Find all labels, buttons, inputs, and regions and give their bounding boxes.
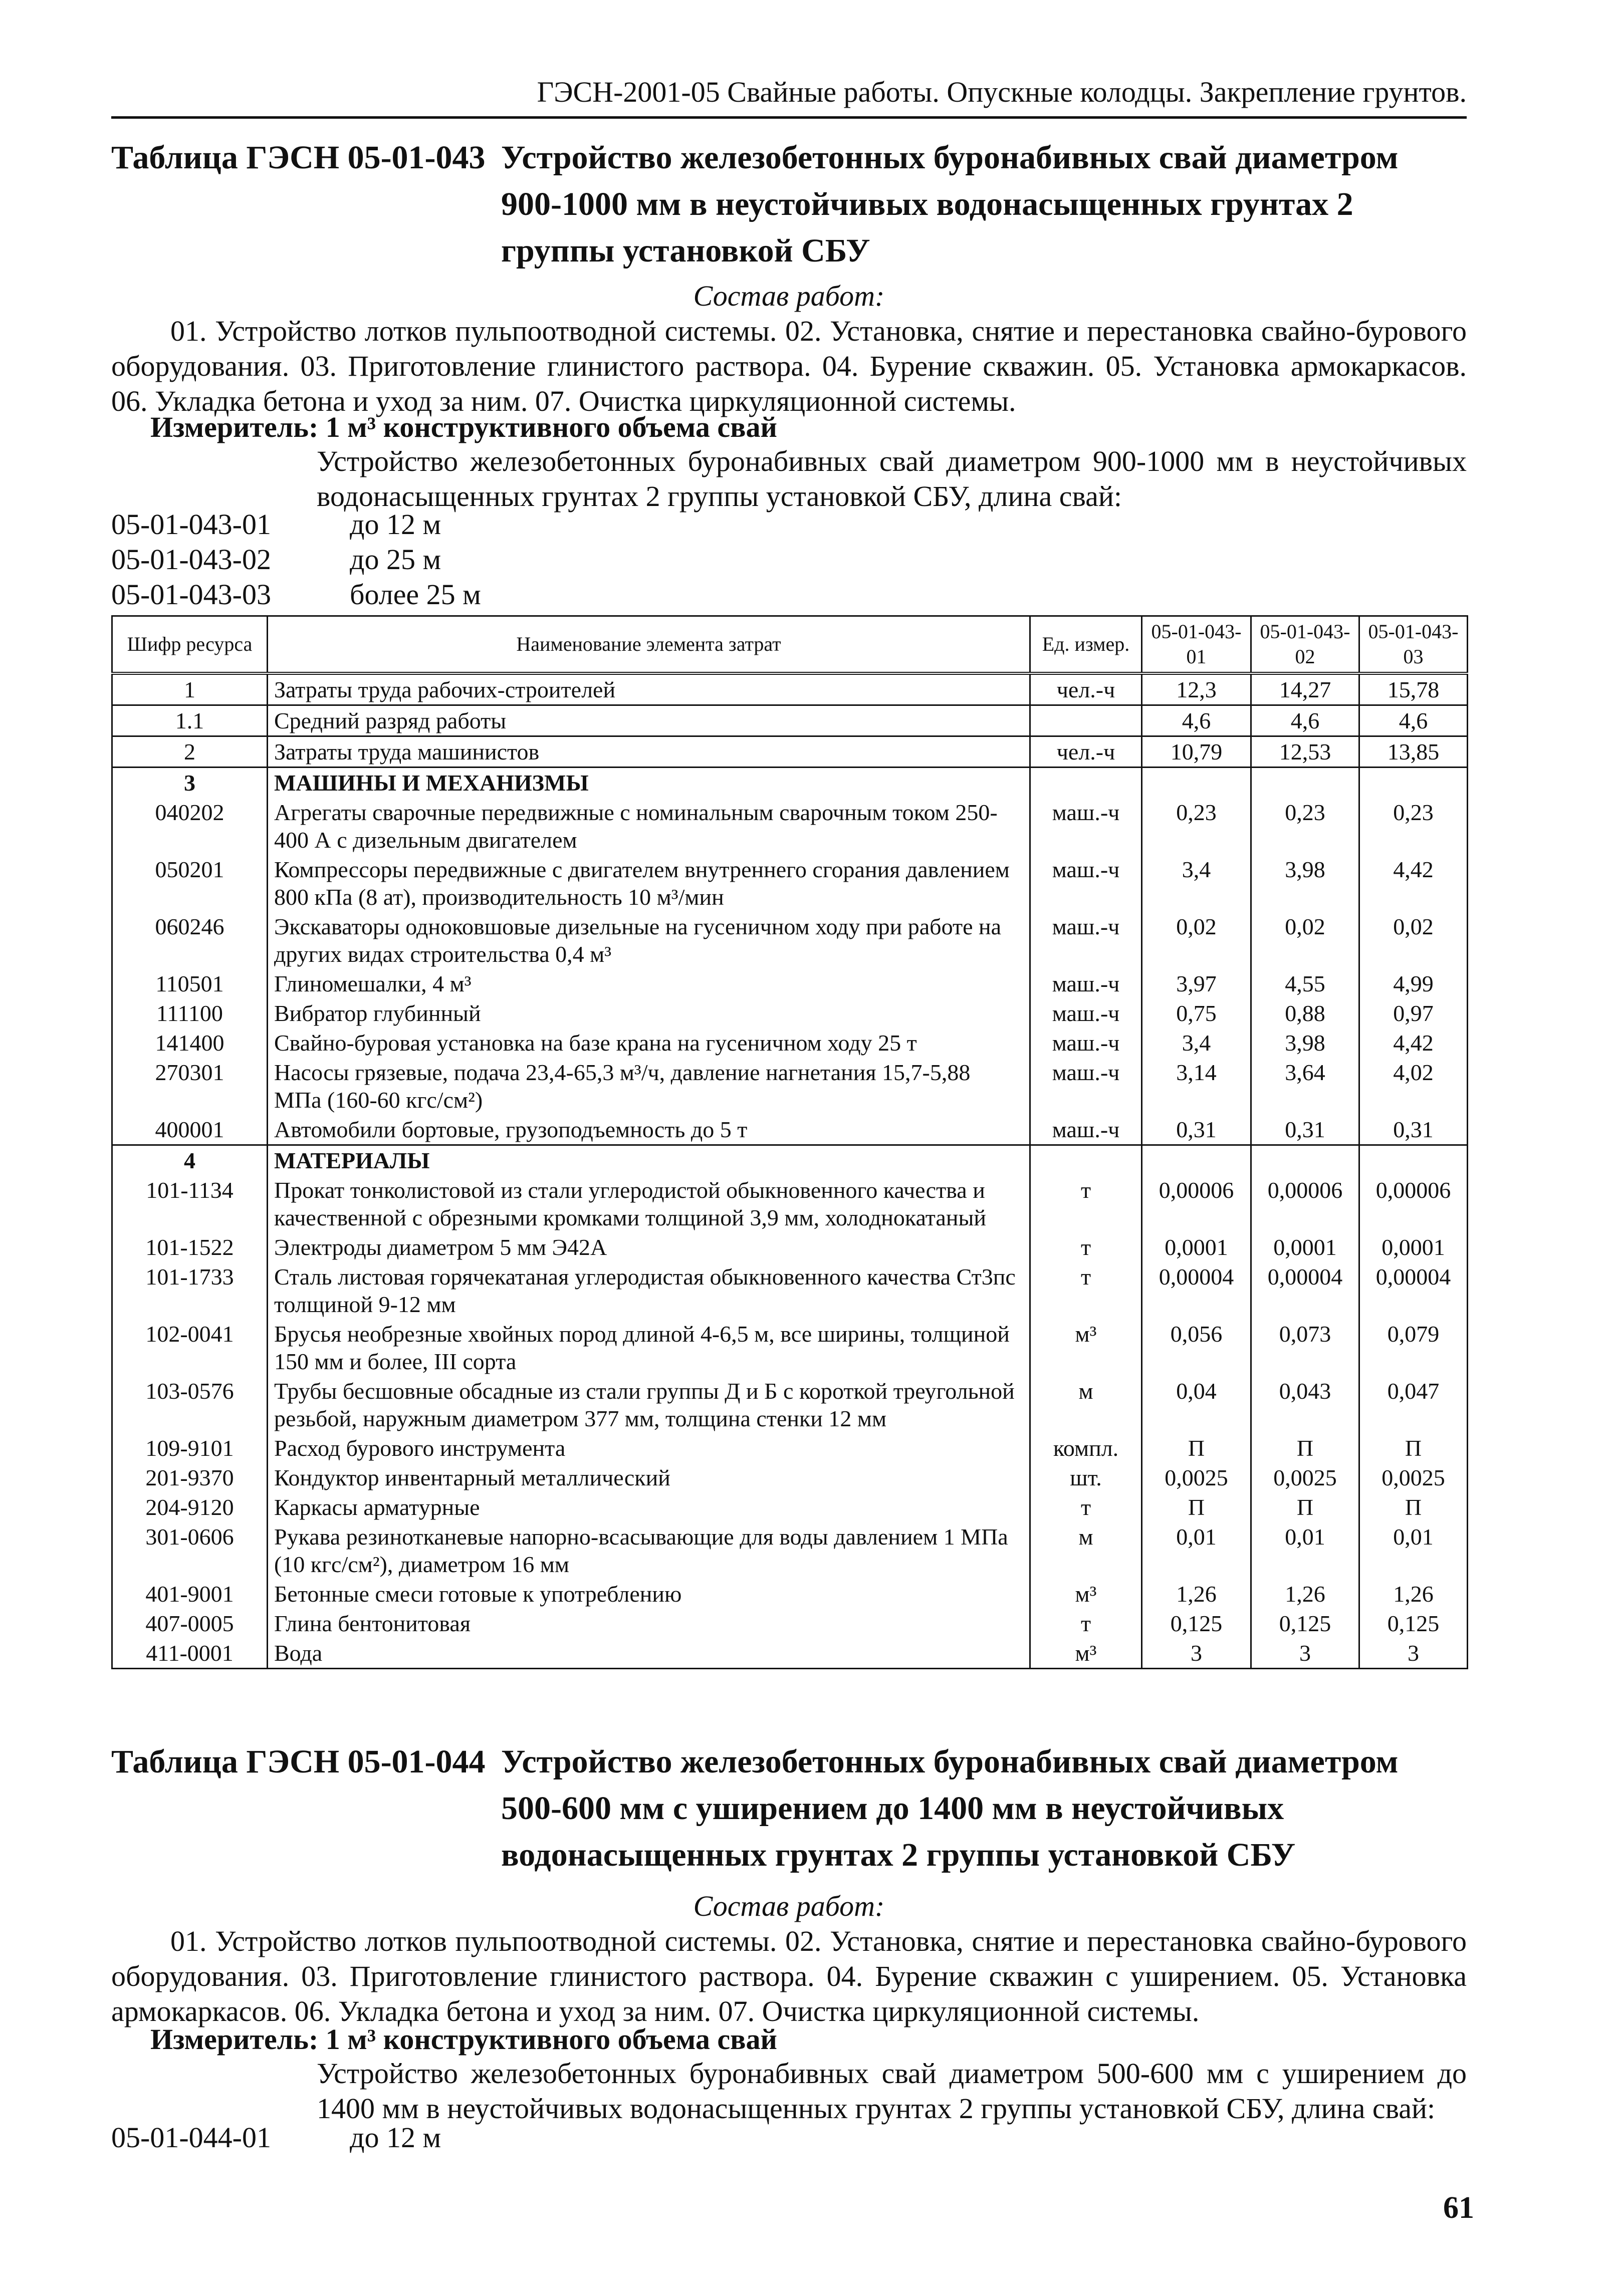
table-row xyxy=(112,1609,1468,1638)
table-row xyxy=(112,705,1468,736)
table-row xyxy=(112,736,1468,768)
cell-code: 102-0041 xyxy=(112,1319,268,1376)
resources-table-body xyxy=(112,673,1468,1669)
cell-value-2: 0,00004 xyxy=(1251,1262,1359,1319)
cell-value-2: 0,02 xyxy=(1251,912,1359,969)
cell-value-2: 0,23 xyxy=(1251,798,1359,855)
cell-value-3: 0,23 xyxy=(1359,798,1468,855)
cell-value-3: 0,125 xyxy=(1359,1609,1468,1638)
cell-value-3: 0,00006 xyxy=(1359,1175,1468,1232)
table1-label: Таблица ГЭСН 05-01-043 xyxy=(111,139,486,176)
cell-value-2: П xyxy=(1251,1492,1359,1522)
cell-value-2 xyxy=(1251,1145,1359,1176)
variant-value: до 12 м xyxy=(350,2121,441,2154)
cell-code: 103-0576 xyxy=(112,1376,268,1433)
table-row xyxy=(112,768,1468,798)
cell-value-1: 0,04 xyxy=(1142,1376,1251,1433)
cell-code: 3 xyxy=(112,768,268,798)
table-row xyxy=(112,1492,1468,1522)
table1-measure-value: 1 м³ конструктивного объема свай xyxy=(325,411,777,443)
cell-unit: т xyxy=(1030,1262,1142,1319)
variant-value: более 25 м xyxy=(350,578,481,611)
table1-title: Устройство железобетонных буронабивных свай диаметром 900-1000 мм в неустойчивых водонасыщенных грунтах 2 группы установкой СБУ xyxy=(501,139,1399,269)
cell-unit: т xyxy=(1030,1232,1142,1262)
cell-value-3: 0,0025 xyxy=(1359,1463,1468,1492)
cell-value-2: 0,125 xyxy=(1251,1609,1359,1638)
cell-value-1: 1,26 xyxy=(1142,1579,1251,1609)
cell-value-2: 0,0001 xyxy=(1251,1232,1359,1262)
table-row xyxy=(112,1638,1468,1669)
cell-value-2: 0,043 xyxy=(1251,1376,1359,1433)
table-row xyxy=(112,998,1468,1028)
cell-code: 109-9101 xyxy=(112,1433,268,1463)
table-row xyxy=(112,1376,1468,1433)
cell-code: 101-1522 xyxy=(112,1232,268,1262)
cell-unit: чел.-ч xyxy=(1030,673,1142,705)
cell-unit: маш.-ч xyxy=(1030,969,1142,998)
cell-value-1: 0,125 xyxy=(1142,1609,1251,1638)
cell-name: Бетонные смеси готовые к употреблению xyxy=(268,1579,1030,1609)
cell-unit: маш.-ч xyxy=(1030,798,1142,855)
cell-name: Брусья необрезные хвойных пород длиной 4-6,5 м, все ширины, толщиной 150 мм и более, III сорта xyxy=(268,1319,1030,1376)
cell-value-3: П xyxy=(1359,1433,1468,1463)
cell-value-2: 0,31 xyxy=(1251,1115,1359,1145)
cell-name: Рукава резинотканевые напорно-всасывающие для воды давлением 1 МПа (10 кгс/см²), диаметром 16 мм xyxy=(268,1522,1030,1579)
cell-unit: м xyxy=(1030,1376,1142,1433)
cell-name: Прокат тонколистовой из стали углеродистой обыкновенного качества и качественной с обрезными кромками толщиной 3,9 мм, холоднокатаный xyxy=(268,1175,1030,1232)
cell-value-3: П xyxy=(1359,1492,1468,1522)
cell-name: Трубы бесшовные обсадные из стали группы Д и Б с короткой треугольной резьбой, наружным диаметром 377 мм, толщина стенки 12 мм xyxy=(268,1376,1030,1433)
table-row xyxy=(112,1232,1468,1262)
table1-variant xyxy=(111,542,612,577)
table1-description: Устройство железобетонных буронабивных свай диаметром 900-1000 мм в неустойчивых водонасыщенных грунтах 2 группы установкой СБУ, длина свай: xyxy=(317,445,1467,513)
cell-code: 060246 xyxy=(112,912,268,969)
table-row xyxy=(112,855,1468,912)
cell-code: 411-0001 xyxy=(112,1638,268,1669)
table-row xyxy=(112,1262,1468,1319)
cell-value-1: 0,056 xyxy=(1142,1319,1251,1376)
cell-value-1: 0,00006 xyxy=(1142,1175,1251,1232)
cell-value-1: 4,6 xyxy=(1142,705,1251,736)
cell-name: Компрессоры передвижные с двигателем внутреннего сгорания давлением 800 кПа (8 ат), производительность 10 м³/мин xyxy=(268,855,1030,912)
cell-value-1: 3 xyxy=(1142,1638,1251,1669)
cell-unit: шт. xyxy=(1030,1463,1142,1492)
cell-unit: маш.-ч xyxy=(1030,1115,1142,1145)
variant-code: 05-01-043-01 xyxy=(111,508,271,541)
cell-name: Глиномешалки, 4 м³ xyxy=(268,969,1030,998)
cell-name: Затраты труда машинистов xyxy=(268,736,1030,768)
cell-unit: маш.-ч xyxy=(1030,855,1142,912)
col-name-header: Наименование элемента затрат xyxy=(268,616,1030,674)
cell-value-2: 4,55 xyxy=(1251,969,1359,998)
cell-name: Насосы грязевые, подача 23,4-65,3 м³/ч, давление нагнетания 15,7-5,88 МПа (160-60 кгс/см²) xyxy=(268,1058,1030,1115)
cell-unit: м³ xyxy=(1030,1579,1142,1609)
variant-code: 05-01-043-02 xyxy=(111,543,271,576)
cell-value-1 xyxy=(1142,768,1251,798)
table1-works-heading: Состав работ: xyxy=(693,280,885,312)
cell-code: 050201 xyxy=(112,855,268,912)
cell-unit: т xyxy=(1030,1492,1142,1522)
table2-heading xyxy=(111,1738,1467,1879)
cell-value-1: 3,97 xyxy=(1142,969,1251,998)
cell-unit: м³ xyxy=(1030,1638,1142,1669)
cell-code: 1 xyxy=(112,673,268,705)
table2-variant xyxy=(111,2120,612,2155)
variant-code: 05-01-043-03 xyxy=(111,578,271,611)
cell-value-2: П xyxy=(1251,1433,1359,1463)
cell-name: Кондуктор инвентарный металлический xyxy=(268,1463,1030,1492)
table-row xyxy=(112,1145,1468,1176)
cell-code: 040202 xyxy=(112,798,268,855)
cell-unit: маш.-ч xyxy=(1030,912,1142,969)
cell-code: 407-0005 xyxy=(112,1609,268,1638)
page-number: 61 xyxy=(1443,2191,1474,2225)
cell-value-3: 0,0001 xyxy=(1359,1232,1468,1262)
variant-value: до 25 м xyxy=(350,543,441,576)
table-header-row xyxy=(112,616,1468,674)
cell-value-1: П xyxy=(1142,1492,1251,1522)
col-v3-header: 05-01-043-03 xyxy=(1359,616,1468,674)
cell-unit: маш.-ч xyxy=(1030,1058,1142,1115)
cell-unit: маш.-ч xyxy=(1030,1028,1142,1058)
table2-works-text: 01. Устройство лотков пульпоотводной системы. 02. Установка, снятие и перестановка свайно-бурового оборудования. 03. Приготовление глинистого раствора. 04. Бурение скважин с уширением. 05. Установка армокаркасов. 06. Укладка бетона и уход за ним. 07. Очистка циркуляционной системы. xyxy=(111,1925,1467,2027)
cell-value-2: 3 xyxy=(1251,1638,1359,1669)
cell-code: 204-9120 xyxy=(112,1492,268,1522)
cell-value-1: 12,3 xyxy=(1142,673,1251,705)
cell-name: Средний разряд работы xyxy=(268,705,1030,736)
cell-code: 400001 xyxy=(112,1115,268,1145)
cell-value-1: 0,02 xyxy=(1142,912,1251,969)
table2-label: Таблица ГЭСН 05-01-044 xyxy=(111,1743,486,1780)
cell-name: Каркасы арматурные xyxy=(268,1492,1030,1522)
cell-code: 1.1 xyxy=(112,705,268,736)
cell-value-1: 3,4 xyxy=(1142,855,1251,912)
cell-value-2: 0,073 xyxy=(1251,1319,1359,1376)
cell-value-3: 0,00004 xyxy=(1359,1262,1468,1319)
cell-value-2: 3,64 xyxy=(1251,1058,1359,1115)
cell-value-3: 13,85 xyxy=(1359,736,1468,768)
table-row xyxy=(112,798,1468,855)
table-row xyxy=(112,1175,1468,1232)
cell-value-2 xyxy=(1251,768,1359,798)
cell-unit: т xyxy=(1030,1175,1142,1232)
cell-code: 201-9370 xyxy=(112,1463,268,1492)
cell-value-3: 4,42 xyxy=(1359,1028,1468,1058)
table1-measure xyxy=(150,410,777,445)
cell-value-1: 0,75 xyxy=(1142,998,1251,1028)
running-title: ГЭСН-2001-05 Свайные работы. Опускные колодцы. Закрепление грунтов. xyxy=(537,76,1467,108)
cell-value-3: 0,079 xyxy=(1359,1319,1468,1376)
table2-measure-value: 1 м³ конструктивного объема свай xyxy=(325,2023,777,2056)
col-v1-header: 05-01-043-01 xyxy=(1142,616,1251,674)
table1-works-text: 01. Устройство лотков пульпоотводной системы. 02. Установка, снятие и перестановка свайно-бурового оборудования. 03. Приготовление глинистого раствора. 04. Бурение скважин. 05. Установка армокаркасов. 06. Укладка бетона и уход за ним. 07. Очистка циркуляционной системы. xyxy=(111,315,1467,417)
cell-value-2: 4,6 xyxy=(1251,705,1359,736)
cell-code: 101-1733 xyxy=(112,1262,268,1319)
cell-unit xyxy=(1030,705,1142,736)
cell-value-3: 1,26 xyxy=(1359,1579,1468,1609)
table1-heading xyxy=(111,134,1467,275)
cell-value-2: 12,53 xyxy=(1251,736,1359,768)
cell-value-3: 0,31 xyxy=(1359,1115,1468,1145)
cell-value-3: 4,42 xyxy=(1359,855,1468,912)
cell-name: Автомобили бортовые, грузоподъемность до 5 т xyxy=(268,1115,1030,1145)
resources-table xyxy=(111,615,1468,1669)
cell-name: Экскаваторы одноковшовые дизельные на гусеничном ходу при работе на других видах строительства 0,4 м³ xyxy=(268,912,1030,969)
cell-name: Вода xyxy=(268,1638,1030,1669)
cell-unit xyxy=(1030,1145,1142,1176)
cell-value-1: 0,31 xyxy=(1142,1115,1251,1145)
cell-unit xyxy=(1030,768,1142,798)
cell-name: Глина бентонитовая xyxy=(268,1609,1030,1638)
table-row xyxy=(112,912,1468,969)
cell-value-3 xyxy=(1359,768,1468,798)
cell-name: МАШИНЫ И МЕХАНИЗМЫ xyxy=(268,768,1030,798)
table1-measure-label: Измеритель: xyxy=(150,411,319,443)
table-row xyxy=(112,1579,1468,1609)
cell-value-2: 0,01 xyxy=(1251,1522,1359,1579)
table-row xyxy=(112,1115,1468,1145)
table2-title: Устройство железобетонных буронабивных свай диаметром 500-600 мм с уширением до 1400 мм в неустойчивых водонасыщенных грунтах 2 группы установкой СБУ xyxy=(501,1743,1399,1873)
cell-name: Затраты труда рабочих-строителей xyxy=(268,673,1030,705)
variant-code: 05-01-044-01 xyxy=(111,2121,271,2154)
table2-measure xyxy=(150,2022,777,2057)
table-row xyxy=(112,673,1468,705)
cell-value-3 xyxy=(1359,1145,1468,1176)
cell-value-1: 3,14 xyxy=(1142,1058,1251,1115)
cell-code: 101-1134 xyxy=(112,1175,268,1232)
cell-code: 2 xyxy=(112,736,268,768)
cell-unit: компл. xyxy=(1030,1433,1142,1463)
cell-value-1 xyxy=(1142,1145,1251,1176)
cell-code: 301-0606 xyxy=(112,1522,268,1579)
col-unit-header: Ед. измер. xyxy=(1030,616,1142,674)
cell-unit: чел.-ч xyxy=(1030,736,1142,768)
table2-variants xyxy=(111,2120,612,2155)
cell-unit: маш.-ч xyxy=(1030,998,1142,1028)
cell-code: 401-9001 xyxy=(112,1579,268,1609)
variant-value: до 12 м xyxy=(350,508,441,541)
table-row xyxy=(112,1463,1468,1492)
cell-value-1: 0,00004 xyxy=(1142,1262,1251,1319)
cell-name: Электроды диаметром 5 мм Э42А xyxy=(268,1232,1030,1262)
cell-value-3: 4,99 xyxy=(1359,969,1468,998)
table-row xyxy=(112,1058,1468,1115)
cell-value-1: 3,4 xyxy=(1142,1028,1251,1058)
cell-value-1: П xyxy=(1142,1433,1251,1463)
cell-value-2: 1,26 xyxy=(1251,1579,1359,1609)
table2-works-heading: Состав работ: xyxy=(693,1890,885,1922)
table1-variant xyxy=(111,507,612,542)
cell-value-3: 15,78 xyxy=(1359,673,1468,705)
cell-value-3: 0,047 xyxy=(1359,1376,1468,1433)
cell-value-3: 4,02 xyxy=(1359,1058,1468,1115)
cell-value-2: 0,0025 xyxy=(1251,1463,1359,1492)
cell-value-3: 0,01 xyxy=(1359,1522,1468,1579)
cell-name: Агрегаты сварочные передвижные с номинальным сварочным током 250-400 А с дизельным двигателем xyxy=(268,798,1030,855)
cell-code: 270301 xyxy=(112,1058,268,1115)
table-row xyxy=(112,1433,1468,1463)
cell-value-3: 0,97 xyxy=(1359,998,1468,1028)
cell-name: Вибратор глубинный xyxy=(268,998,1030,1028)
cell-value-2: 0,88 xyxy=(1251,998,1359,1028)
cell-value-1: 0,0001 xyxy=(1142,1232,1251,1262)
cell-unit: т xyxy=(1030,1609,1142,1638)
cell-value-3: 4,6 xyxy=(1359,705,1468,736)
table2-measure-label: Измеритель: xyxy=(150,2023,319,2056)
table1-variant xyxy=(111,577,612,612)
cell-value-2: 3,98 xyxy=(1251,855,1359,912)
col-code-header: Шифр ресурса xyxy=(112,616,268,674)
cell-name: МАТЕРИАЛЫ xyxy=(268,1145,1030,1176)
table-row xyxy=(112,1319,1468,1376)
cell-code: 4 xyxy=(112,1145,268,1176)
table-row xyxy=(112,1028,1468,1058)
cell-code: 110501 xyxy=(112,969,268,998)
cell-unit: м xyxy=(1030,1522,1142,1579)
cell-name: Расход бурового инструмента xyxy=(268,1433,1030,1463)
cell-value-3: 3 xyxy=(1359,1638,1468,1669)
table-row xyxy=(112,1522,1468,1579)
col-v2-header: 05-01-043-02 xyxy=(1251,616,1359,674)
cell-value-2: 14,27 xyxy=(1251,673,1359,705)
table1-variants xyxy=(111,507,612,612)
table2-description: Устройство железобетонных буронабивных свай диаметром 500-600 мм с уширением до 1400 мм в неустойчивых водонасыщенных грунтах 2 группы установкой СБУ, длина свай: xyxy=(317,2057,1467,2125)
cell-value-2: 0,00006 xyxy=(1251,1175,1359,1232)
cell-name: Свайно-буровая установка на базе крана на гусеничном ходу 25 т xyxy=(268,1028,1030,1058)
cell-value-1: 10,79 xyxy=(1142,736,1251,768)
cell-value-1: 0,01 xyxy=(1142,1522,1251,1579)
cell-code: 111100 xyxy=(112,998,268,1028)
cell-code: 141400 xyxy=(112,1028,268,1058)
running-header xyxy=(111,75,1467,119)
cell-name: Сталь листовая горячекатаная углеродистая обыкновенного качества Ст3пс толщиной 9-12 мм xyxy=(268,1262,1030,1319)
cell-value-2: 3,98 xyxy=(1251,1028,1359,1058)
cell-value-3: 0,02 xyxy=(1359,912,1468,969)
cell-value-1: 0,23 xyxy=(1142,798,1251,855)
table-row xyxy=(112,969,1468,998)
cell-unit: м³ xyxy=(1030,1319,1142,1376)
cell-value-1: 0,0025 xyxy=(1142,1463,1251,1492)
